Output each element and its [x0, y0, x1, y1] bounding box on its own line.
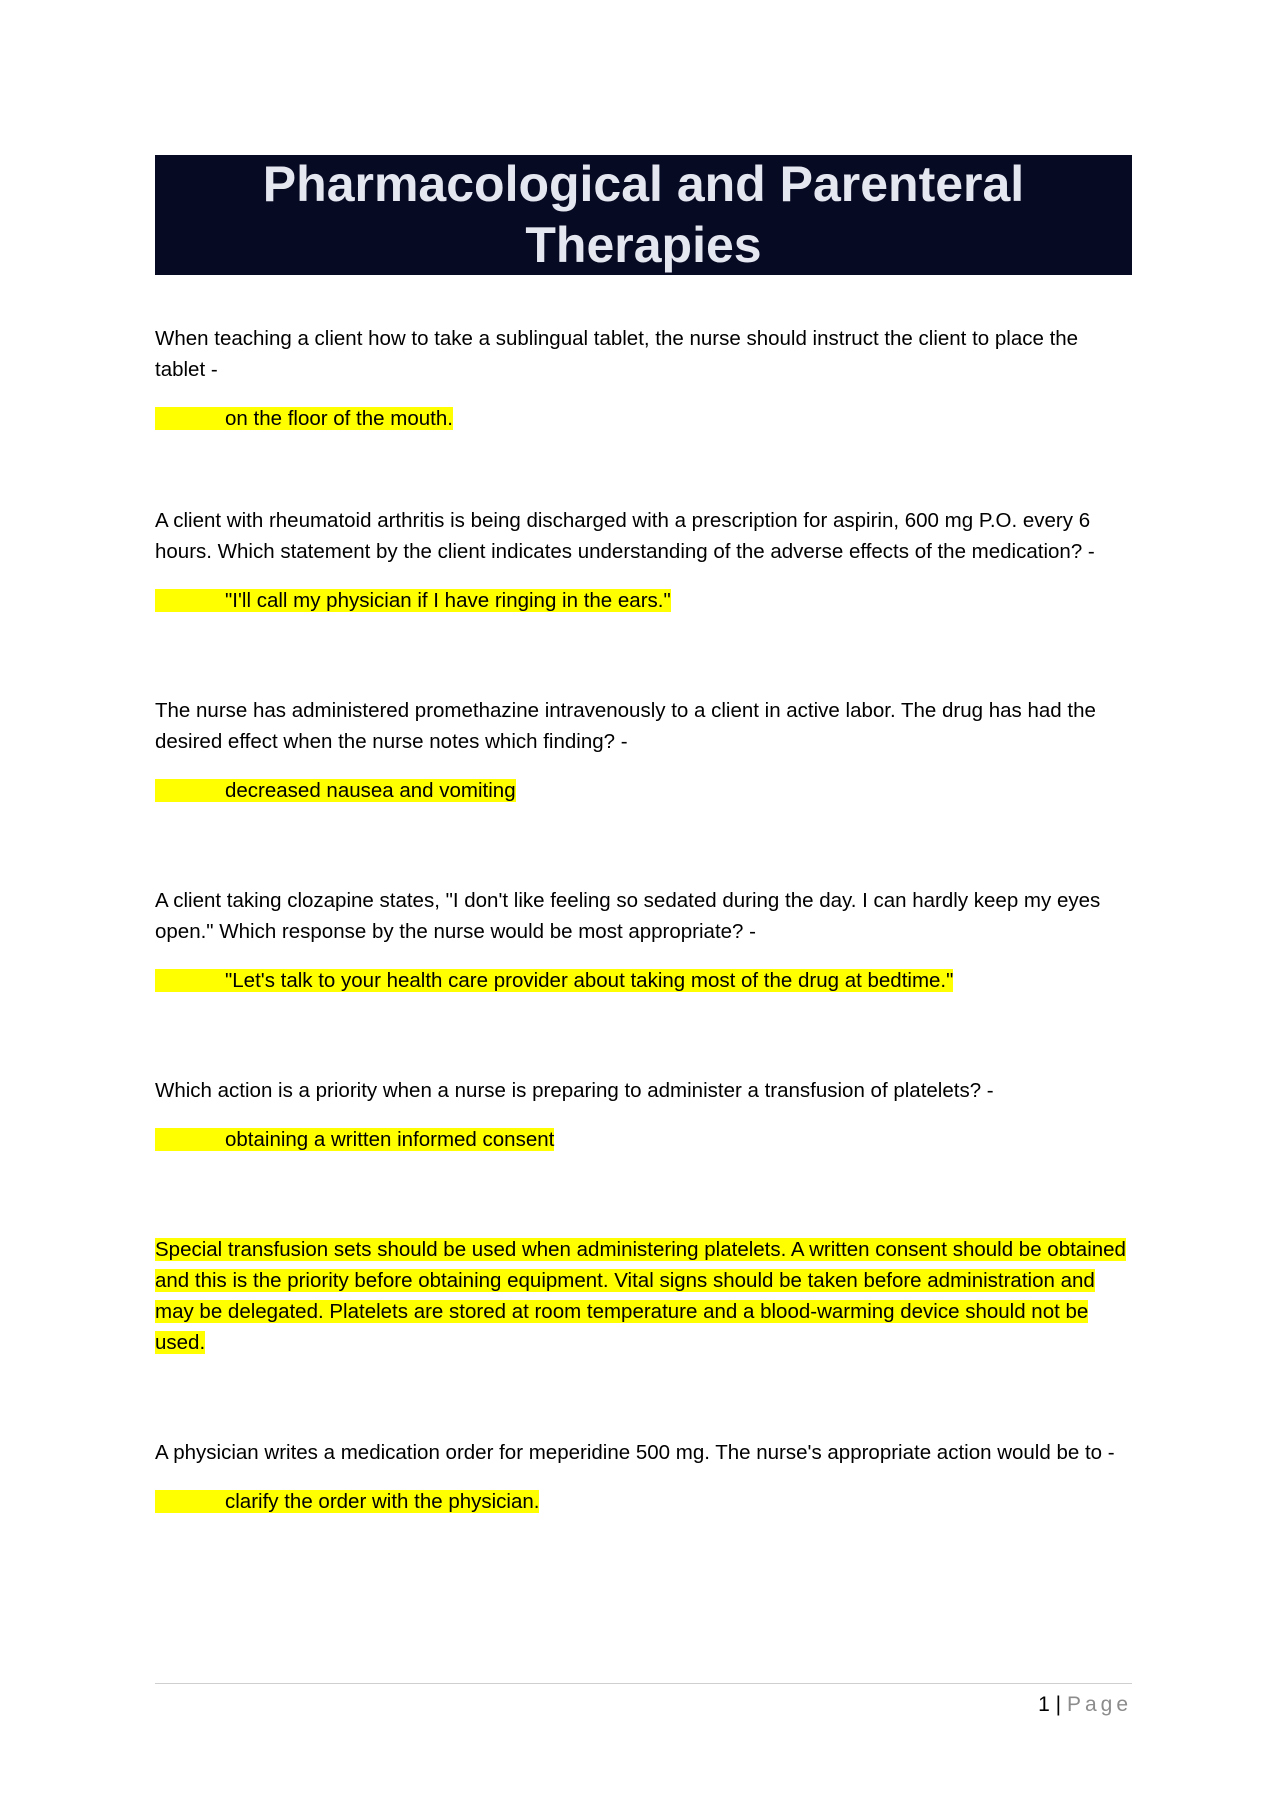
answer-highlight: clarify the order with the physician. — [155, 1490, 539, 1513]
question-text: When teaching a client how to take a sublingual tablet, the nurse should instruct the client to place the tablet - — [155, 327, 1079, 381]
answer-line — [155, 585, 1132, 616]
answer-line — [155, 1486, 1132, 1517]
qa-item — [155, 323, 1132, 434]
question-text: A physician writes a medication order for meperidine 500 mg. The nurse's appropriate action would be to - — [155, 1441, 1115, 1464]
question-text: Which action is a priority when a nurse is preparing to administer a transfusion of platelets? - — [155, 1079, 994, 1102]
footer-divider — [155, 1683, 1132, 1684]
footer-separator: | — [1055, 1693, 1062, 1716]
qa-item — [155, 1437, 1132, 1517]
explanation-paragraph — [155, 1234, 1132, 1358]
page-label: Page — [1066, 1693, 1132, 1716]
answer-line — [155, 1124, 1132, 1155]
explanation-highlight: Special transfusion sets should be used when administering platelets. A written consent should be obtained and this is the priority before obtaining equipment. Vital signs should be taken before administration and may be delegated. Platelets are stored at room temperature and a blood-warming device should not be used. — [155, 1238, 1126, 1354]
question-text: A client taking clozapine states, "I don't like feeling so sedated during the day. I can hardly keep my eyes open." Which response by the nurse would be most appropriate? - — [155, 889, 1101, 943]
document-page — [155, 155, 1132, 1596]
explanation-block — [155, 1234, 1132, 1358]
answer-highlight: obtaining a written informed consent — [155, 1128, 554, 1151]
page-title: Pharmacological and Parenteral Therapies — [262, 156, 1025, 273]
answer-highlight: "Let's talk to your health care provider about taking most of the drug at bedtime." — [155, 969, 953, 992]
answer-line — [155, 965, 1132, 996]
answer-highlight: decreased nausea and vomiting — [155, 779, 516, 802]
document-content — [155, 323, 1132, 1517]
page-footer — [155, 1690, 1132, 1720]
qa-item — [155, 505, 1132, 616]
qa-item — [155, 695, 1132, 806]
qa-item — [155, 885, 1132, 996]
question-text: A client with rheumatoid arthritis is being discharged with a prescription for aspirin, 600 mg P.O. every 6 hours. Which statement by the client indicates understanding of the adverse effects of the medication? - — [155, 509, 1095, 563]
answer-line — [155, 403, 1132, 434]
question-text: The nurse has administered promethazine intravenously to a client in active labor. The drug has had the desired effect when the nurse notes which finding? - — [155, 699, 1096, 753]
title-banner — [155, 155, 1132, 275]
answer-line — [155, 775, 1132, 806]
answer-highlight: on the floor of the mouth. — [155, 407, 453, 430]
qa-item — [155, 1075, 1132, 1155]
answer-highlight: "I'll call my physician if I have ringing in the ears." — [155, 589, 671, 612]
page-number: 1 — [1038, 1693, 1050, 1716]
